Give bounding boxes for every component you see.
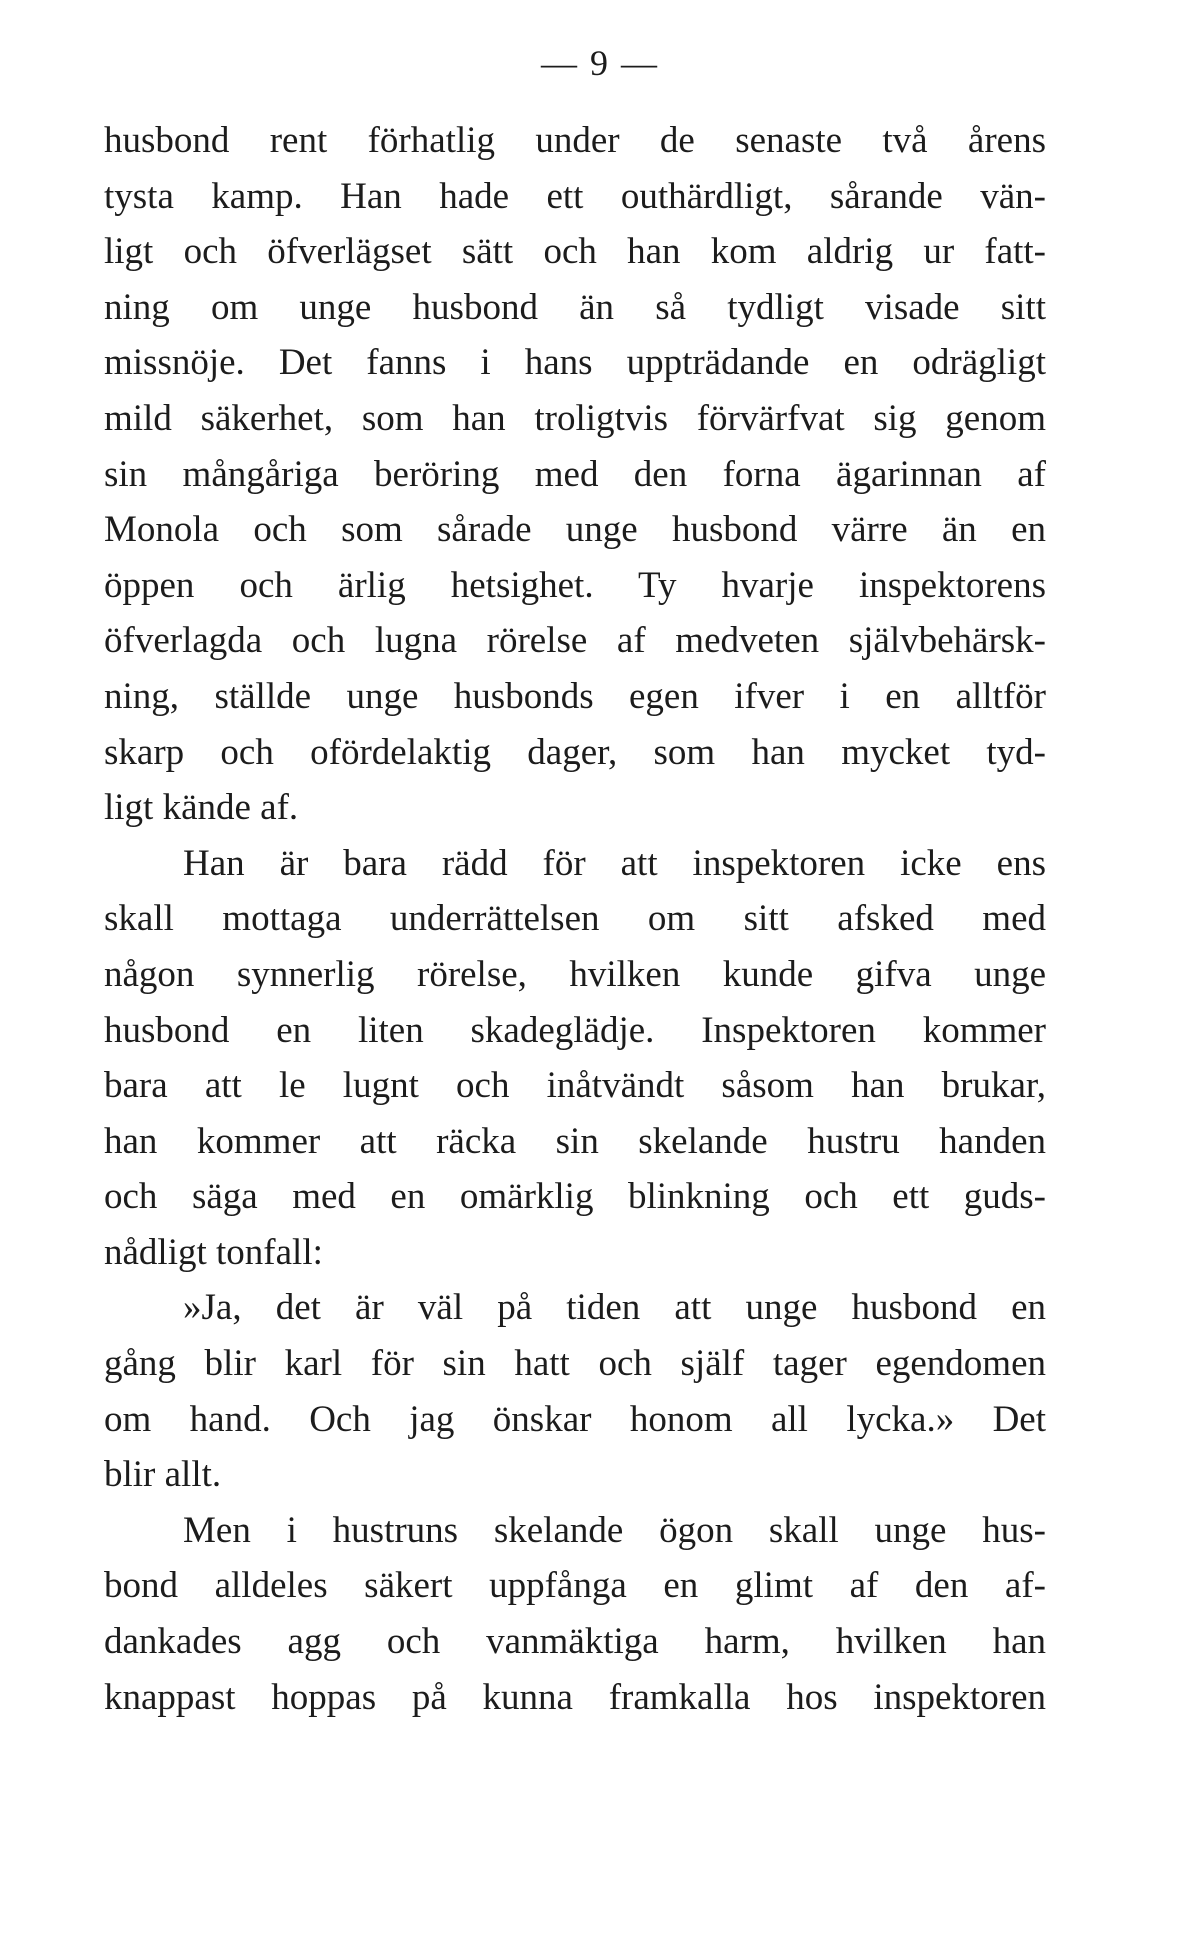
text-line: han kommer att räcka sin skelande hustru handen [104,1120,1046,1162]
text-line: blir allt. [104,1454,222,1496]
text-line: bond alldeles säkert uppfånga en glimt af den af- [104,1565,1046,1607]
text-line: öfverlagda och lugna rörelse af medveten självbehärsk- [104,620,1046,662]
text-line: Monola och som sårade unge husbond värre än en [104,509,1046,551]
text-line: bara att le lugnt och inåtvändt såsom han brukar, [104,1065,1046,1107]
text-line: tysta kamp. Han hade ett outhärdligt, sårande vän- [104,175,1046,217]
text-line: ligt kände af. [104,787,299,829]
text-line: missnöje. Det fanns i hans uppträdande en odrägligt [104,342,1046,384]
text-line: ning, ställde unge husbonds egen ifver i en alltför [104,675,1046,717]
text-line: någon synnerlig rörelse, hvilken kunde gifva unge [104,953,1046,995]
text-line: husbond rent förhatlig under de senaste två årens [104,120,1046,161]
text-line: öppen och ärlig hetsighet. Ty hvarje inspektorens [104,564,1046,606]
text-line: skarp och ofördelaktig dager, som han mycket tyd- [104,731,1046,773]
text-line: knappast hoppas på kunna framkalla hos inspektoren [104,1676,1046,1718]
text-line: skall mottaga underrättelsen om sitt afsked med [104,898,1046,940]
text-line: gång blir karl för sin hatt och själf tager egendomen [104,1343,1046,1385]
text-line: dankades agg och vanmäktiga harm, hvilken han [104,1621,1046,1663]
text-line: nådligt tonfall: [104,1231,323,1273]
text-line: och säga med en omärklig blinkning och ett guds- [104,1176,1046,1218]
text-line: sin mångåriga beröring med den forna ägarinnan af [104,453,1046,495]
text-line: ning om unge husbond än så tydligt visade sitt [104,286,1046,328]
text-line: husbond en liten skadeglädje. Inspektoren kommer [104,1009,1046,1051]
text-line: »Ja, det är väl på tiden att unge husbond en [183,1287,1046,1329]
text-line: ligt och öfverlägset sätt och han kom aldrig ur fatt- [104,231,1046,273]
body-text [104,113,1046,1725]
page-number: — 9 — [541,43,659,83]
text-line: om hand. Och jag önskar honom all lycka.» Det [104,1398,1046,1440]
text-line: Han är bara rädd för att inspektoren icke ens [183,842,1046,884]
text-line: mild säkerhet, som han troligtvis förvärfvat sig genom [104,397,1046,439]
text-line: Men i hustruns skelande ögon skall unge hus- [183,1509,1046,1551]
